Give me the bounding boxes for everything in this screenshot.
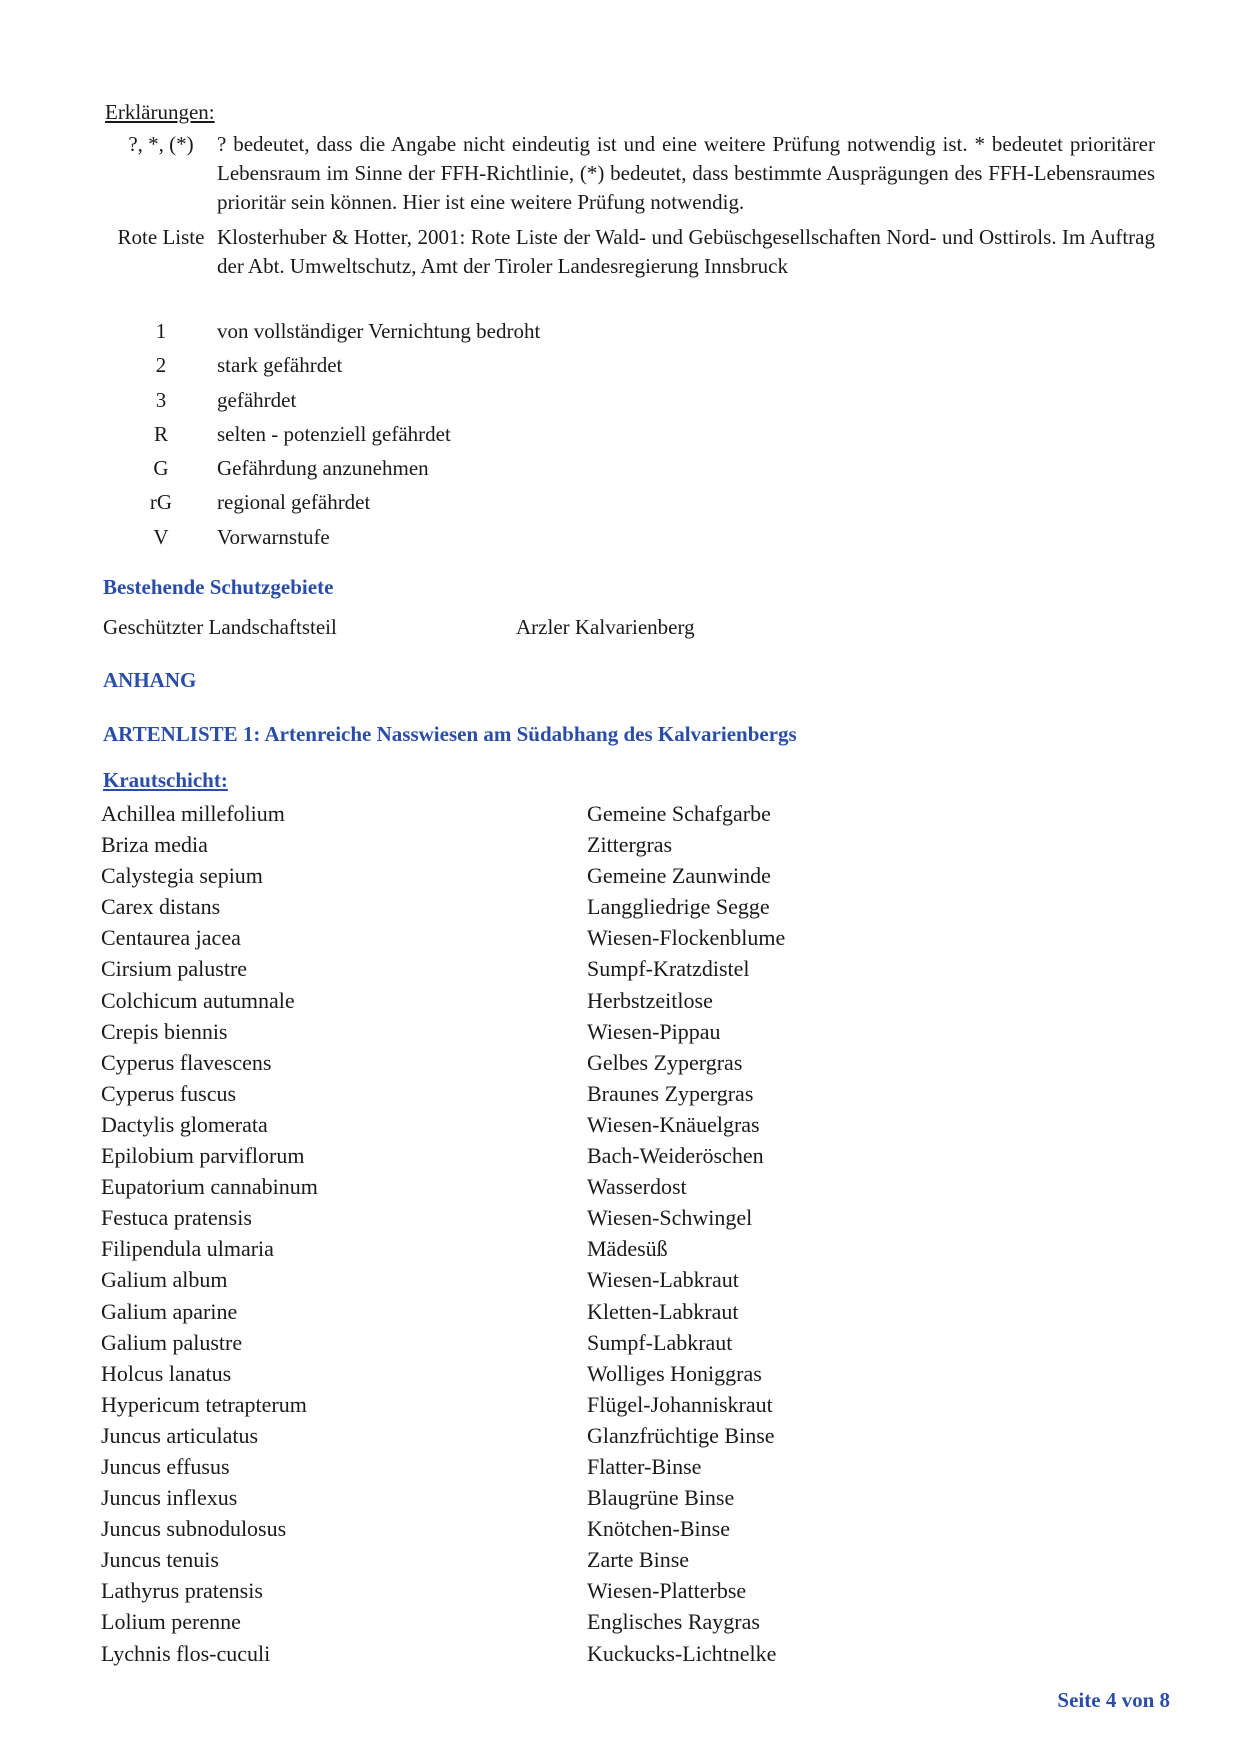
- species-row: [101, 798, 1101, 829]
- layer-heading: Krautschicht:: [103, 768, 228, 792]
- protected-area-name: Arzler Kalvarienberg: [516, 615, 695, 639]
- species-row: [101, 1451, 1101, 1482]
- species-row: [101, 1327, 1101, 1358]
- species-list: [101, 798, 1101, 1669]
- code-key: R: [153, 421, 168, 446]
- species-german-name: Wiesen-Flockenblume: [587, 925, 786, 951]
- species-german-name: Blaugrüne Binse: [587, 1485, 735, 1511]
- species-latin-name: Achillea millefolium: [101, 801, 285, 826]
- species-german-name: Langgliedrige Segge: [587, 894, 770, 920]
- explanations-title: Erklärungen:: [105, 100, 215, 124]
- species-german-name: Bach-Weideröschen: [587, 1143, 764, 1169]
- species-german-name: Wiesen-Knäuelgras: [587, 1111, 760, 1137]
- definition-text: Klosterhuber & Hotter, 2001: Rote Liste der Wald- und Gebüschgesellschaften Nord- und Osttirols. Im Auftrag der Abt. Umweltschutz, Amt der Tiroler Landesregierung Innsbruck: [217, 225, 1155, 278]
- code-key: G: [153, 456, 169, 481]
- species-row: [101, 1544, 1101, 1575]
- code-row: [105, 417, 805, 451]
- species-row: [101, 891, 1101, 922]
- code-row: [105, 451, 805, 485]
- protected-area-type: Geschützter Landschaftsteil: [103, 615, 337, 639]
- species-row: [101, 1482, 1101, 1513]
- species-latin-name: Galium palustre: [101, 1329, 243, 1355]
- definition-key: Rote Liste: [117, 225, 205, 249]
- species-german-name: Sumpf-Kratzdistel: [587, 956, 750, 982]
- code-text: von vollständiger Vernichtung bedroht: [217, 319, 541, 343]
- code-key: 2: [155, 353, 167, 378]
- species-row: [101, 953, 1101, 984]
- species-latin-name: Cyperus fuscus: [101, 1080, 237, 1106]
- appendix-heading: ANHANG: [103, 668, 197, 692]
- species-german-name: Gemeine Zaunwinde: [587, 863, 771, 889]
- code-row: [105, 383, 805, 417]
- species-german-name: Gelbes Zypergras: [587, 1049, 743, 1075]
- species-german-name: Herbstzeitlose: [587, 987, 713, 1013]
- species-latin-name: Briza media: [101, 832, 208, 858]
- species-latin-name: Filipendula ulmaria: [101, 1236, 274, 1262]
- species-row: [101, 1264, 1101, 1295]
- species-latin-name: Lychnis flos-cuculi: [101, 1640, 271, 1666]
- species-row: [101, 1575, 1101, 1606]
- species-row: [101, 1171, 1101, 1202]
- species-latin-name: Holcus lanatus: [101, 1360, 232, 1386]
- species-german-name: Flatter-Binse: [587, 1453, 702, 1479]
- species-latin-name: Carex distans: [101, 894, 221, 920]
- definition-text: ? bedeutet, dass die Angabe nicht eindeutig ist und eine weitere Prüfung notwendig ist. * bedeutet prioritärer Lebensraum im Sinne der FFH-Richtlinie, (*) bedeutet, dass bestimmte Ausprägungen des FFH-Lebensraumes prioritär sein können. Hier ist eine weitere Prüfung notwendig.: [217, 132, 1155, 214]
- definition-row: [105, 130, 1155, 217]
- species-latin-name: Colchicum autumnale: [101, 987, 295, 1013]
- species-german-name: Wiesen-Schwingel: [587, 1205, 753, 1231]
- species-latin-name: Lathyrus pratensis: [101, 1578, 263, 1604]
- species-german-name: Kletten-Labkraut: [587, 1298, 739, 1324]
- species-latin-name: Calystegia sepium: [101, 863, 263, 889]
- code-row: [105, 348, 805, 382]
- code-text: stark gefährdet: [217, 353, 343, 378]
- code-key: 1: [155, 319, 167, 343]
- species-latin-name: Festuca pratensis: [101, 1205, 252, 1231]
- species-german-name: Wiesen-Platterbse: [587, 1578, 747, 1604]
- species-latin-name: Hypericum tetrapterum: [101, 1391, 307, 1417]
- red-list-codes: [105, 314, 805, 554]
- species-german-name: Flügel-Johanniskraut: [587, 1391, 773, 1417]
- species-row: [101, 1420, 1101, 1451]
- species-german-name: Zittergras: [587, 832, 673, 858]
- species-row: [101, 829, 1101, 860]
- species-german-name: Zarte Binse: [587, 1547, 690, 1573]
- species-german-name: Braunes Zypergras: [587, 1080, 754, 1106]
- species-list-heading: ARTENLISTE 1: Artenreiche Nasswiesen am Südabhang des Kalvarienbergs: [103, 722, 797, 746]
- species-row: [101, 1016, 1101, 1047]
- species-german-name: Mädesüß: [587, 1236, 668, 1262]
- species-latin-name: Galium album: [101, 1267, 228, 1293]
- species-german-name: Gemeine Schafgarbe: [587, 801, 771, 826]
- species-german-name: Sumpf-Labkraut: [587, 1329, 733, 1355]
- species-latin-name: Galium aparine: [101, 1298, 238, 1324]
- code-row: [105, 314, 805, 348]
- species-row: [101, 1638, 1101, 1669]
- species-german-name: Englisches Raygras: [587, 1609, 760, 1635]
- page-number: Seite 4 von 8: [1057, 1688, 1170, 1712]
- species-row: [101, 1358, 1101, 1389]
- species-row: [101, 985, 1101, 1016]
- species-german-name: Wasserdost: [587, 1174, 687, 1200]
- species-latin-name: Juncus articulatus: [101, 1422, 259, 1448]
- species-row: [101, 1047, 1101, 1078]
- species-row: [101, 1078, 1101, 1109]
- code-text: regional gefährdet: [217, 490, 371, 515]
- species-german-name: Wiesen-Pippau: [587, 1018, 721, 1044]
- code-row: [105, 485, 805, 519]
- species-latin-name: Juncus tenuis: [101, 1547, 219, 1573]
- species-latin-name: Eupatorium cannabinum: [101, 1174, 318, 1200]
- species-latin-name: Cirsium palustre: [101, 956, 248, 982]
- species-row: [101, 860, 1101, 891]
- species-latin-name: Centaurea jacea: [101, 925, 241, 951]
- definition-key: ?, *, (*): [128, 132, 194, 156]
- species-german-name: Wiesen-Labkraut: [587, 1267, 739, 1293]
- species-german-name: Wolliges Honiggras: [587, 1360, 762, 1386]
- code-key: 3: [155, 387, 167, 412]
- code-key: V: [153, 524, 169, 549]
- definitions-list: [105, 130, 1155, 281]
- species-row: [101, 1513, 1101, 1544]
- code-row: [105, 520, 805, 554]
- code-text: gefährdet: [217, 387, 297, 412]
- species-latin-name: Cyperus flavescens: [101, 1049, 272, 1075]
- species-row: [101, 1389, 1101, 1420]
- species-latin-name: Juncus subnodulosus: [101, 1516, 287, 1542]
- definition-row: [105, 223, 1155, 281]
- species-row: [101, 1296, 1101, 1327]
- species-latin-name: Crepis biennis: [101, 1018, 228, 1044]
- species-row: [101, 1109, 1101, 1140]
- protected-areas-heading: Bestehende Schutzgebiete: [103, 575, 334, 599]
- species-row: [101, 1140, 1101, 1171]
- code-text: Gefährdung anzunehmen: [217, 456, 429, 481]
- species-row: [101, 922, 1101, 953]
- species-latin-name: Juncus effusus: [101, 1453, 230, 1479]
- code-key: rG: [149, 490, 173, 515]
- species-row: [101, 1606, 1101, 1637]
- species-german-name: Kuckucks-Lichtnelke: [587, 1640, 777, 1666]
- species-row: [101, 1202, 1101, 1233]
- species-german-name: Glanzfrüchtige Binse: [587, 1422, 775, 1448]
- species-latin-name: Epilobium parviflorum: [101, 1143, 305, 1169]
- species-german-name: Knötchen-Binse: [587, 1516, 730, 1542]
- species-latin-name: Juncus inflexus: [101, 1485, 238, 1511]
- species-latin-name: Dactylis glomerata: [101, 1111, 268, 1137]
- species-row: [101, 1233, 1101, 1264]
- code-text: Vorwarnstufe: [217, 524, 330, 549]
- species-latin-name: Lolium perenne: [101, 1609, 241, 1635]
- code-text: selten - potenziell gefährdet: [217, 421, 451, 446]
